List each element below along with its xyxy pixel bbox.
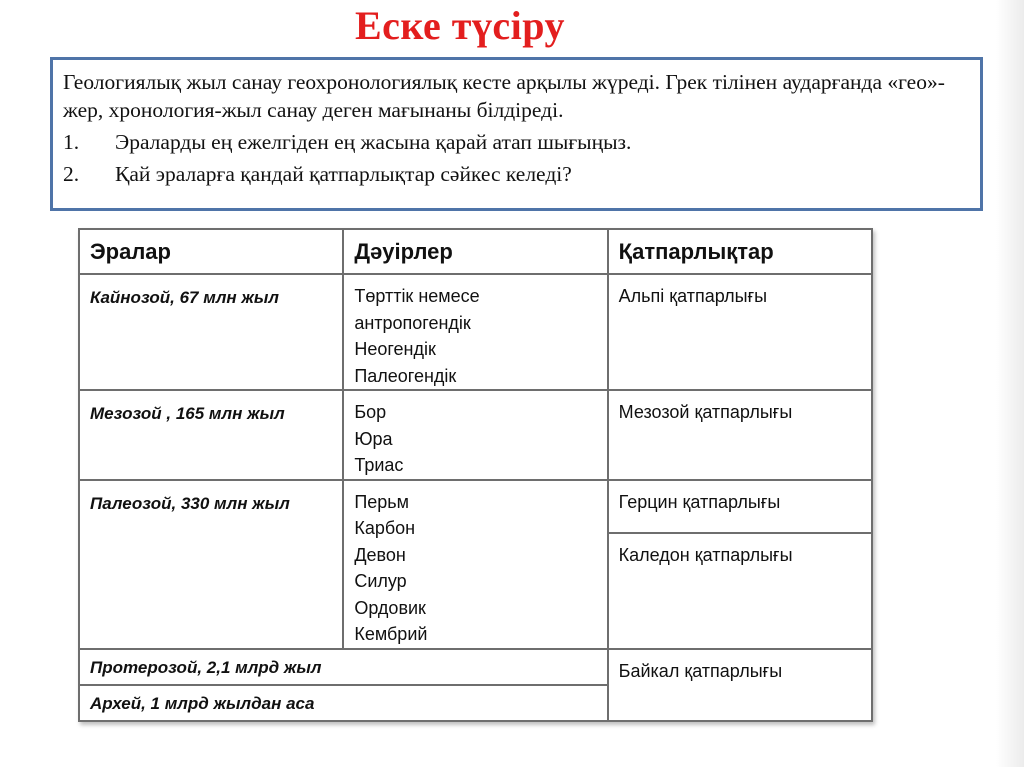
period-carboniferous: Карбон xyxy=(354,518,416,538)
period-neogene: Неогендік xyxy=(354,339,436,359)
period-triassic: Триас xyxy=(354,455,404,475)
intro-paragraph: Геологиялық жыл санау геохронологиялық кесте арқылы жүреді. Грек тілінен аударғанда «гео»-жер, хронология-жыл санау деген мағынаны білдіреді. xyxy=(63,70,945,122)
period-silurian: Силур xyxy=(354,571,407,591)
geochronology-table xyxy=(78,228,873,722)
question-2-text: Қай эраларға қандай қатпарлықтар сәйкес келеді? xyxy=(115,162,572,186)
slide-edge-shadow xyxy=(996,0,1024,767)
period-paleogene: Палеогендік xyxy=(354,365,457,386)
folding-alpine: Альпі қатпарлығы xyxy=(608,274,872,390)
period-jurassic: Юра xyxy=(354,428,393,449)
period-cretaceous: Бор xyxy=(354,402,387,422)
header-periods: Дәуірлер xyxy=(343,229,607,274)
table-row-mesozoic xyxy=(79,390,872,480)
period-ordovician: Ордовик xyxy=(354,597,426,618)
folding-caledonian: Каледон қатпарлығы xyxy=(608,533,872,649)
periods-cenozoic xyxy=(343,274,607,390)
period-permian: Перьм xyxy=(354,491,410,512)
question-2 xyxy=(63,160,970,188)
question-1-number: 1. xyxy=(63,130,80,154)
period-quaternary: Төрттік немесе xyxy=(354,286,480,306)
era-archean: Архей, 1 млрд жылдан аса xyxy=(79,685,608,721)
intro-textbox xyxy=(50,57,983,211)
table-row-proterozoic xyxy=(79,649,872,685)
era-paleozoic: Палеозой, 330 млн жыл xyxy=(79,480,343,649)
periods-paleozoic xyxy=(343,480,607,649)
header-folding: Қатпарлықтар xyxy=(608,229,872,274)
table-row-cenozoic xyxy=(79,274,872,390)
header-eras: Эралар xyxy=(79,229,343,274)
periods-mesozoic xyxy=(343,390,607,480)
folding-baikal: Байкал қатпарлығы xyxy=(608,649,872,721)
question-2-number: 2. xyxy=(63,162,80,186)
era-proterozoic: Протерозой, 2,1 млрд жыл xyxy=(79,649,608,685)
period-anthropogenic: антропогендік xyxy=(354,312,471,333)
period-cambrian: Кембрий xyxy=(354,624,428,644)
slide-title: Еске түсіру xyxy=(355,3,565,48)
period-devonian: Девон xyxy=(354,544,406,565)
question-1-text: Эраларды ең ежелгіден ең жасына қарай атап шығыңыз. xyxy=(115,130,632,154)
folding-mesozoic: Мезозой қатпарлығы xyxy=(608,390,872,480)
question-1 xyxy=(63,128,970,156)
table-row-paleozoic-upper xyxy=(79,480,872,533)
folding-hercynian: Герцин қатпарлығы xyxy=(608,480,872,533)
table-header-row xyxy=(79,229,872,274)
era-cenozoic: Кайнозой, 67 млн жыл xyxy=(79,274,343,390)
era-mesozoic: Мезозой , 165 млн жыл xyxy=(79,390,343,480)
